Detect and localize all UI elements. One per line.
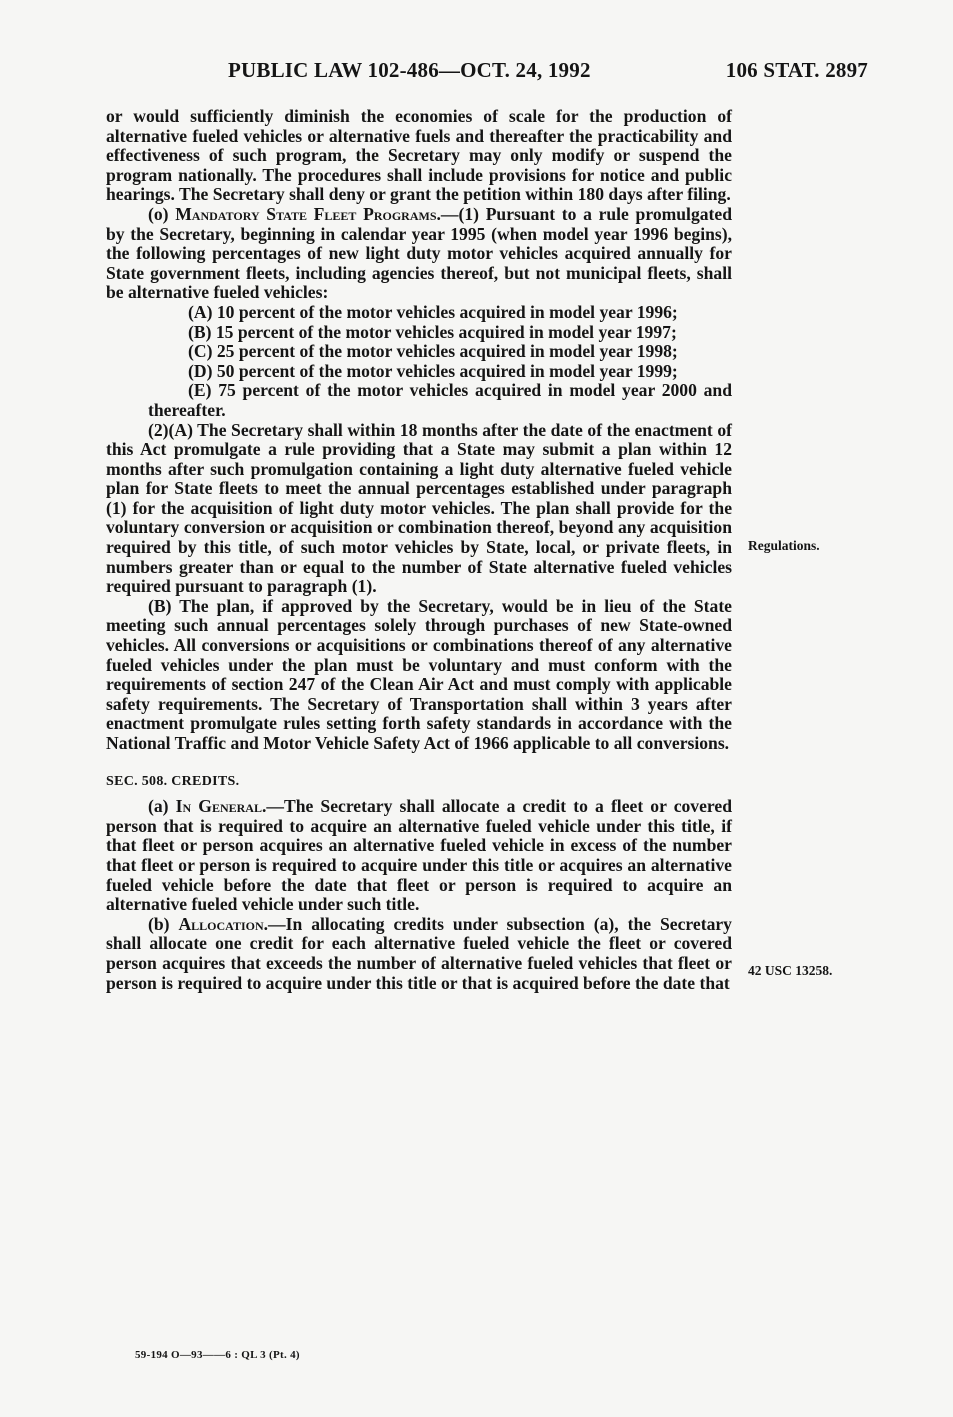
subsection-o-text: —(1) Pursuant to a rule promulgated by the Secretary, beginning in calendar year 1995 (when model year 1996 begins), the following percentages of new light duty motor vehicles acquired annually for State government fleets, including agencies thereof, but not municipal fleets, shall be alternative fueled vehicles: bbox=[106, 203, 732, 303]
list-item: (E) 75 percent of the motor vehicles acquired in model year 2000 and thereafter. bbox=[148, 380, 732, 420]
subsection-b bbox=[106, 915, 732, 993]
list-item: (C) 25 percent of the motor vehicles acquired in model year 1998; bbox=[188, 341, 678, 362]
list-item: (A) 10 percent of the motor vehicles acquired in model year 1996; bbox=[188, 301, 678, 322]
subsection-b-heading: Allocation. bbox=[178, 913, 269, 934]
section-heading: SEC. 508. CREDITS. bbox=[106, 773, 240, 789]
subsection-b-text: —In allocating credits under subsection (a), the Secretary shall allocate one credit for each alternative fueled vehicle the fleet or covered person acquires that exceeds the number of alternative fueled vehicles that fleet or person is required to acquire under this title or that is acquired before the date that bbox=[106, 913, 732, 993]
subsection-o-heading: Mandatory State Fleet Programs. bbox=[175, 203, 441, 224]
paragraph-2a: (2)(A) The Secretary shall within 18 months after the date of the enactment of this Act promulgate a rule providing that a State may submit a plan within 12 months after such promulgation containing a light duty alternative fueled vehicle plan for State fleets to meet the annual percentages established under paragraph (1) for the acquisition of light duty motor vehicles. The plan shall provide for the voluntary conversion or acquisition or combination thereof, beyond any acquisition required by this title, of such motor vehicles by State, local, or private fleets, in numbers greater than or equal to the number of State alternative fueled vehicles required pursuant to paragraph (1). bbox=[106, 419, 732, 597]
subsection-a-heading: In General. bbox=[175, 796, 267, 817]
paragraph-2b: (B) The plan, if approved by the Secretary, would be in lieu of the State meeting such annual percentages solely through purchases of new State-owned vehicles. All conversions or acquisitions or combinations thereof of any alternative fueled vehicles under the plan must be voluntary and must conform with the requirements of section 247 of the Clean Air Act and must comply with applicable safety requirements. The Secretary of Transportation shall within 3 years after enactment promulgate rules setting forth safety standards in accordance with the National Traffic and Motor Vehicle Safety Act of 1966 applicable to all conversions. bbox=[106, 595, 732, 753]
page-footer: 59-194 O—93——6 : QL 3 (Pt. 4) bbox=[135, 1349, 300, 1361]
subsection-a-label: (a) bbox=[148, 796, 176, 817]
subsection-o-label: (o) bbox=[148, 203, 176, 224]
list-item: (D) 50 percent of the motor vehicles acquired in model year 1999; bbox=[188, 360, 678, 381]
margin-note-usc: 42 USC 13258. bbox=[748, 963, 833, 978]
subsection-a bbox=[106, 797, 732, 915]
margin-note-regulations: Regulations. bbox=[748, 538, 820, 553]
continuation-paragraph: or would sufficiently diminish the economies of scale for the production of alternative fueled vehicles or alternative fuels and thereafter the practicability and effectiveness of such program, the Secretary may only modify or suspend the program nationally. The procedures shall include provisions for notice and public hearings. The Secretary shall deny or grant the petition within 180 days after filing. bbox=[106, 106, 732, 205]
subsection-b-label: (b) bbox=[148, 913, 179, 934]
body-text bbox=[106, 107, 732, 993]
list-item: (B) 15 percent of the motor vehicles acquired in model year 1997; bbox=[188, 321, 677, 342]
header-public-law: PUBLIC LAW 102-486—OCT. 24, 1992 bbox=[228, 58, 591, 82]
subsection-a-text: —The Secretary shall allocate a credit to a fleet or covered person that is required to acquire an alternative fueled vehicle under this title, if that fleet or person acquires an alternative fueled vehicle in excess of the number that fleet or person is required to acquire under this title or acquires an alternative fueled vehicle before the date that fleet or person is required to acquire an alternative fueled vehicle under such title. bbox=[106, 796, 732, 915]
page-header bbox=[228, 58, 868, 88]
header-stat-page: 106 STAT. 2897 bbox=[725, 58, 868, 82]
subsection-o bbox=[106, 205, 732, 303]
